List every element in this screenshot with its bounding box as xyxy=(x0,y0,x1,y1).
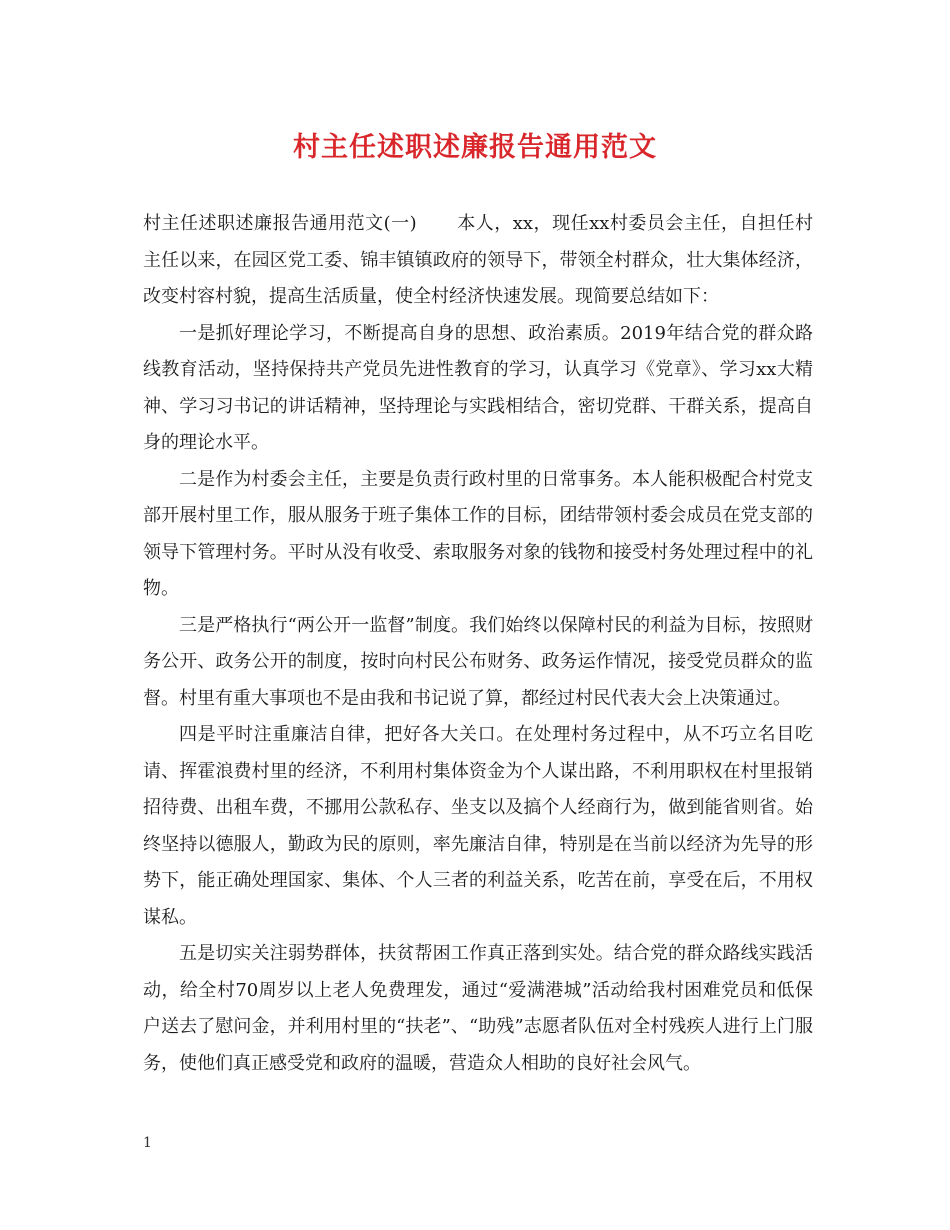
body-paragraph-3: 三是严格执行“两公开一监督”制度。我们始终以保障村民的利益为目标，按照财务公开、政务公开的制度，按时向村民公布财务、政务运作情况，接受党员群众的监督。村里有重大事项也不是由我和书记说了算，都经过村民代表大会上决策通过。 xyxy=(143,614,813,709)
intro-text: 本人，xx，现任xx村委员会主任，自担任村主任以来，在园区党工委、锦丰镇镇政府的领导下，带领全村群众，壮大集体经济，改变村容村貌，提高生活质量，使全村经济快速发展。现简要总结如下： xyxy=(143,213,813,307)
body-paragraph-2: 二是作为村委会主任，主要是负责行政村里的日常事务。本人能积极配合村党支部开展村里工作，服从服务于班子集体工作的目标，团结带领村委会成员在党支部的领导下管理村务。平时从没有收受、索取服务对象的钱物和接受村务处理过程中的礼物。 xyxy=(143,468,813,599)
intro-heading: 村主任述职述廉报告通用范文(一) xyxy=(143,213,417,234)
body-paragraph-5: 五是切实关注弱势群体，扶贫帮困工作真正落到实处。结合党的群众路线实践活动，给全村70周岁以上老人免费理发，通过“爱满港城”活动给我村困难党员和低保户送去了慰问金，并利用村里的“扶老”、“助残”志愿者队伍对全村残疾人进行上门服务，使他们真正感受党和政府的温暖，营造众人相助的良好社会风气。 xyxy=(143,943,813,1074)
intro-paragraph xyxy=(143,206,813,316)
document-body xyxy=(143,206,813,1082)
document-title: 村主任述职述廉报告通用范文 xyxy=(293,132,657,163)
body-paragraph-4: 四是平时注重廉洁自律，把好各大关口。在处理村务过程中，从不巧立名目吃请、挥霍浪费村里的经济，不利用村集体资金为个人谋出路，不利用职权在村里报销招待费、出租车费，不挪用公款私存、坐支以及搞个人经商行为，做到能省则省。始终坚持以德服人，勤政为民的原则，率先廉洁自律，特别是在当前以经济为先导的形势下，能正确处理国家、集体、个人三者的利益关系，吃苦在前，享受在后，不用权谋私。 xyxy=(143,724,813,928)
body-paragraph-1: 一是抓好理论学习，不断提高自身的思想、政治素质。2019年结合党的群众路线教育活动，坚持保持共产党员先进性教育的学习，认真学习《党章》、学习xx大精神、学习习书记的讲话精神，坚持理论与实践相结合，密切党群、干群关系，提高自身的理论水平。 xyxy=(143,322,813,453)
page-number: 1 xyxy=(143,1135,152,1151)
